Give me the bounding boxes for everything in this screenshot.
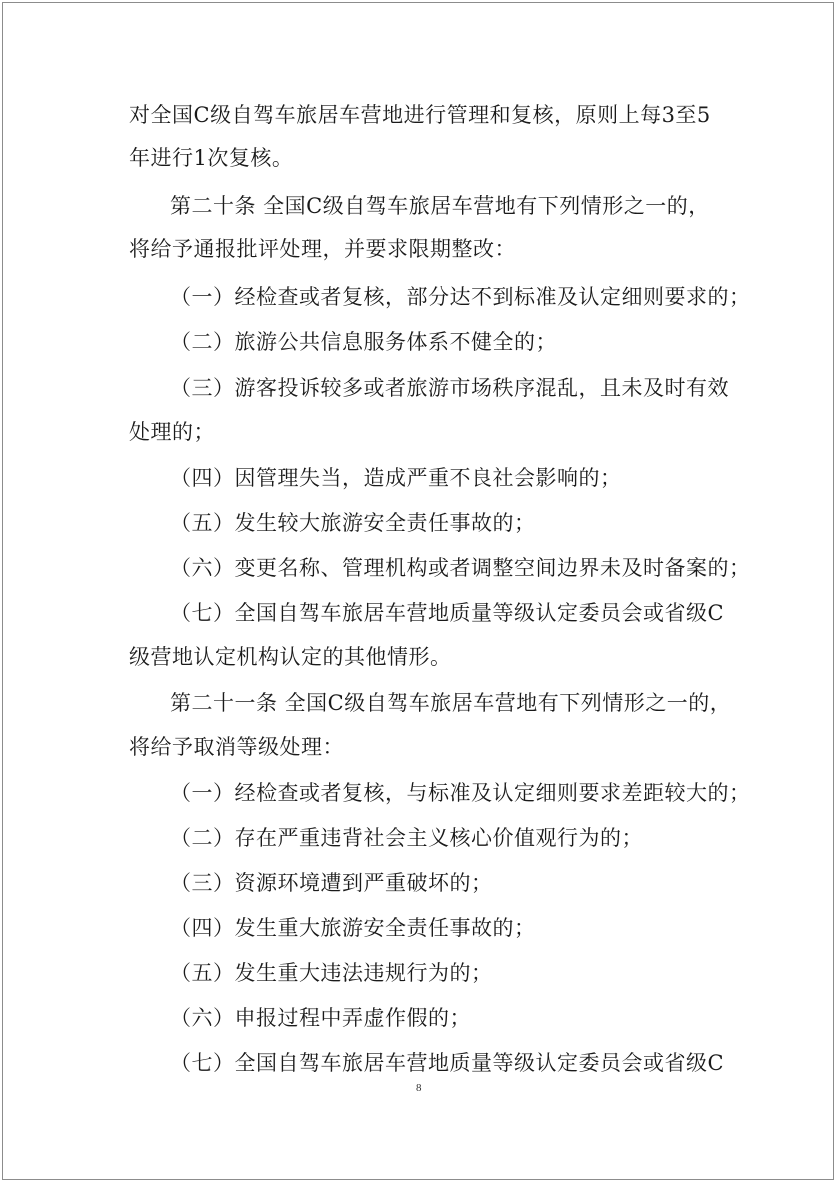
list-item: （二）旅游公共信息服务体系不健全的； (170, 330, 557, 354)
article-heading-21: 第二十一条 全国C级自驾车旅居车营地有下列情形之一的， (170, 691, 732, 715)
list-item: （三）资源环境遭到严重破坏的； (170, 871, 493, 895)
page-number: 8 (416, 1082, 422, 1094)
text-line: 处理的； (129, 420, 215, 444)
list-item: （一）经检查或者复核，部分达不到标准及认定细则要求的； (170, 285, 751, 309)
list-item: （七）全国自驾车旅居车营地质量等级认定委员会或省级C (170, 1051, 725, 1075)
list-item: （七）全国自驾车旅居车营地质量等级认定委员会或省级C (170, 601, 725, 625)
text-line: 对全国C级自驾车旅居车营地进行管理和复核，原则上每3至5 (129, 103, 711, 127)
text-line: 年进行1次复核。 (129, 146, 294, 170)
list-item: （四）因管理失当，造成严重不良社会影响的； (170, 466, 622, 490)
list-item: （六）变更名称、管理机构或者调整空间边界未及时备案的； (170, 556, 751, 580)
list-item: （一）经检查或者复核，与标准及认定细则要求差距较大的； (170, 781, 751, 805)
text-line: 将给予通报批评处理，并要求限期整改： (129, 237, 516, 261)
list-item: （四）发生重大旅游安全责任事故的； (170, 916, 536, 940)
list-item: （五）发生重大违法违规行为的； (170, 961, 493, 985)
article-heading-20: 第二十条 全国C级自驾车旅居车营地有下列情形之一的， (170, 194, 710, 218)
text-line: 将给予取消等级处理： (129, 735, 344, 759)
list-item: （六）申报过程中弄虚作假的； (170, 1006, 471, 1030)
list-item: （五）发生较大旅游安全责任事故的； (170, 511, 536, 535)
text-line: 级营地认定机构认定的其他情形。 (129, 645, 452, 669)
list-item: （二）存在严重违背社会主义核心价值观行为的； (170, 826, 643, 850)
list-item: （三）游客投诉较多或者旅游市场秩序混乱，且未及时有效 (170, 376, 729, 400)
